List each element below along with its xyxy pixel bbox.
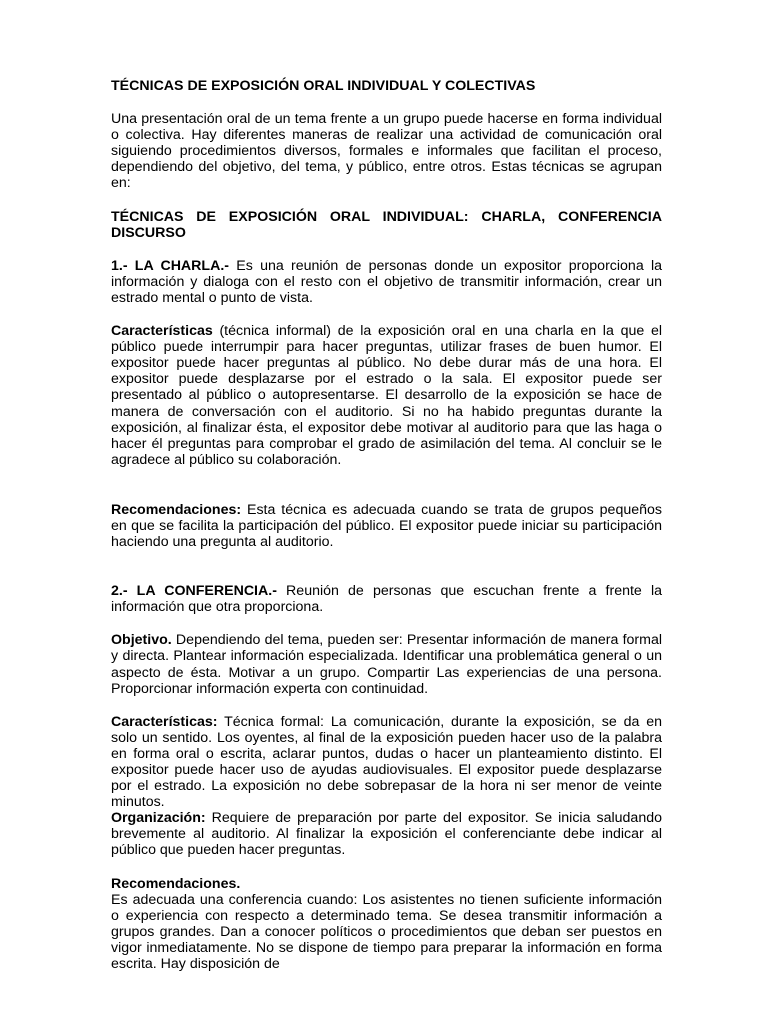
charla-paragraph (111, 258, 662, 306)
conferencia-organizacion-label: Organización: (111, 810, 206, 827)
intro-paragraph: Una presentación oral de un tema frente a un grupo puede hacerse en forma individual o colectiva. Hay diferentes maneras de realizar una actividad de comunicación oral siguiendo procedimientos diversos, formales e informales que facilitan el proceso, dependiendo del objetivo, del tema, y público, entre otros. Estas técnicas se agrupan en: (111, 111, 662, 192)
charla-recomendaciones-text: Esta técnica es adecuada cuando se trata de grupos pequeños en que se facilita la participación del público. El expositor puede iniciar su participación haciendo una pregunta al auditorio. (111, 501, 662, 551)
conferencia-caracteristicas-label: Características: (111, 713, 218, 730)
charla-caracteristicas-text: (técnica informal) de la exposición oral en una charla en la que el público puede interrumpir para hacer preguntas, utilizar frases de buen humor. El expositor puede hacer preguntas al público. No debe durar más de una hora. El expositor puede desplazarse por el estrado o la sala. El expositor puede ser presentado al público o autopresentarse. El desarrollo de la exposición se hace de manera de conversación con el auditorio. Si no ha habido preguntas durante la exposición, al finalizar ésta, el expositor debe motivar al auditorio para que las haga o hacer él preguntas para comprobar el grado de asimilación del tema. Al concluir se le agradece al público su colaboración. (111, 323, 662, 468)
conferencia-paragraph (111, 583, 662, 615)
document-title: TÉCNICAS DE EXPOSICIÓN ORAL INDIVIDUAL Y COLECTIVAS (111, 78, 536, 94)
document-page (111, 78, 662, 972)
conferencia-organizacion-paragraph (111, 810, 662, 858)
conferencia-objetivo-label: Objetivo. (111, 632, 172, 649)
conferencia-recomendaciones-text: Es adecuada una conferencia cuando: Los asistentes no tienen suficiente información o experiencia con respecto a determinado tema. Se desea transmitir información a grupos grandes. Dan a conocer políticos o procedimientos que deban ser puestos en vigor inmediatamente. No se dispone de tiempo para preparar la información en forma escrita. Hay disposición de (111, 891, 662, 973)
charla-recomendaciones-paragraph (111, 502, 662, 550)
section-heading-individual: TÉCNICAS DE EXPOSICIÓN ORAL INDIVIDUAL: CHARLA, CONFERENCIA DISCURSO (111, 208, 662, 241)
charla-heading: 1.- LA CHARLA.- (111, 257, 230, 274)
conferencia-text: Reunión de personas que escuchan frente a frente la información que otra proporciona. (111, 583, 662, 616)
charla-caracteristicas-label: Características (111, 323, 213, 340)
conferencia-objetivo-paragraph (111, 632, 662, 696)
charla-recomendaciones-label: Recomendaciones: (111, 501, 242, 518)
conferencia-objetivo-text: Dependiendo del tema, pueden ser: Presentar información de manera formal y directa. Plantear información especializada. Identificar una problemática general o un aspecto de ésta. Motivar a un grupo. Compartir Las experiencias de una persona. Proporcionar información experta con continuidad. (111, 632, 662, 697)
conferencia-recomendaciones-label: Recomendaciones. (111, 875, 241, 892)
conferencia-heading: 2.- LA CONFERENCIA.- (111, 583, 277, 600)
charla-caracteristicas-paragraph (111, 323, 662, 468)
charla-text: Es una reunión de personas donde un expositor proporciona la información y dialoga con el resto con el objetivo de transmitir información, crear un estrado mental o punto de vista. (111, 257, 663, 306)
conferencia-caracteristicas-text: Técnica formal: La comunicación, durante la exposición, se da en solo un sentido. Los oyentes, al final de la exposición pueden hacer uso de la palabra en forma oral o escrita, aclarar puntos, dudas o hacer un planteamiento distinto. El expositor puede hacer uso de ayudas audiovisuales. El expositor puede desplazarse por el estrado. La exposición no debe sobrepasar de la hora ni ser menor de veinte minutos. (111, 713, 662, 811)
conferencia-caracteristicas-paragraph (111, 714, 662, 811)
conferencia-organizacion-text: Requiere de preparación por parte del expositor. Se inicia saludando brevemente al auditorio. Al finalizar la exposición el conferenciante debe indicar al público que pueden hacer preguntas. (111, 810, 662, 859)
